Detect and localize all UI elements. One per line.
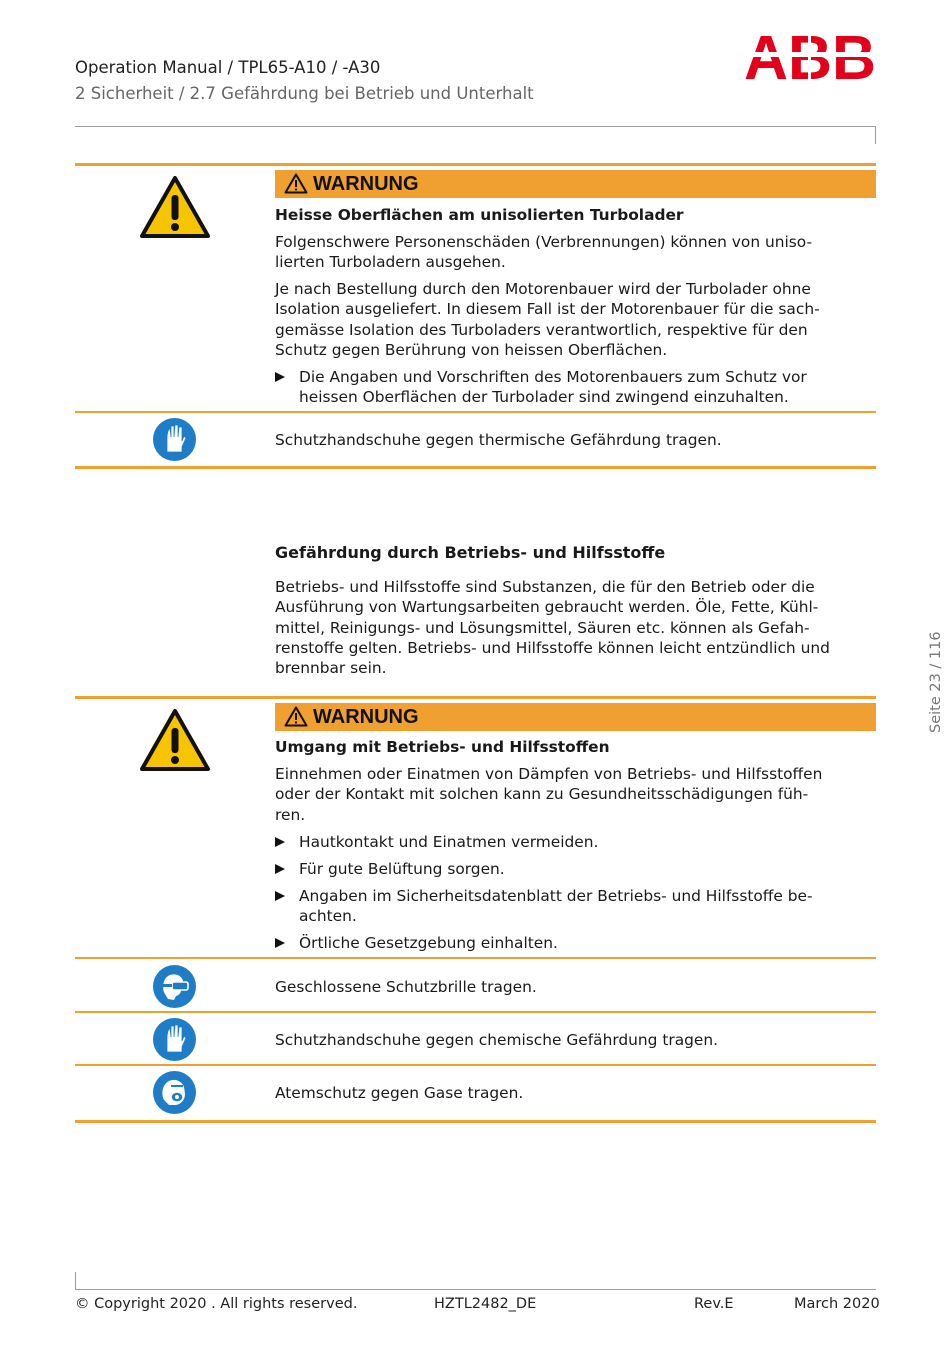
respirator-icon [152, 1070, 197, 1115]
ppe-instruction: Schutzhandschuhe gegen thermische Gefährdung tragen. [275, 431, 722, 449]
breadcrumb: 2 Sicherheit / 2.7 Gefährdung bei Betrieb und Unterhalt [75, 84, 534, 103]
warning-banner [275, 703, 876, 731]
warning-small-icon [284, 706, 308, 727]
header-divider-tick [875, 126, 876, 144]
manual-title: Operation Manual / TPL65-A10 / -A30 [75, 58, 381, 77]
warning-banner [275, 170, 876, 198]
warning-text: Einnehmen oder Einatmen von Dämpfen von Betriebs- und Hilfsstoffen oder der Kontakt mit solchen kann zu Gesundheitsschädigungen füh- ren. [275, 765, 823, 824]
revision: Rev.E [694, 1296, 734, 1312]
divider [75, 411, 876, 413]
safety-goggles-icon [152, 964, 197, 1009]
divider [75, 1064, 876, 1066]
list-item: Angaben im Sicherheitsdatenblatt der Betriebs- und Hilfsstoffe be- achten. [275, 886, 876, 927]
header-divider [75, 126, 876, 127]
warning-bottom-rule [75, 466, 876, 469]
warning-label: WARNUNG [313, 706, 419, 728]
warning-heading: Umgang mit Betriebs- und Hilfsstoffen [275, 738, 610, 756]
ppe-instruction: Geschlossene Schutzbrille tragen. [275, 978, 537, 996]
list-item: Hautkontakt und Einatmen vermeiden. [275, 832, 876, 853]
list-item: Die Angaben und Vorschriften des Motorenbauers zum Schutz vor heissen Oberflächen der Turbolader sind zwingend einzuhalten. [275, 367, 876, 408]
warning-triangle-icon [139, 708, 211, 772]
bullet-arrow-icon [275, 938, 285, 948]
warning-label: WARNUNG [313, 173, 419, 195]
footer-divider [75, 1289, 876, 1290]
list-item: Für gute Belüftung sorgen. [275, 859, 876, 880]
warning-top-rule [75, 696, 876, 699]
divider [75, 957, 876, 959]
warning-heading: Heisse Oberflächen am unisolierten Turbolader [275, 206, 684, 224]
warning-text: Folgenschwere Personenschäden (Verbrennungen) können von uniso- lierten Turboladern ausgehen. [275, 233, 813, 272]
bullet-arrow-icon [275, 372, 285, 382]
copyright: © Copyright 2020 . All rights reserved. [75, 1296, 358, 1312]
ppe-instruction: Schutzhandschuhe gegen chemische Gefährdung tragen. [275, 1031, 719, 1049]
ppe-instruction: Atemschutz gegen Gase tragen. [275, 1084, 524, 1102]
bullet-arrow-icon [275, 864, 285, 874]
abb-logo [744, 30, 876, 80]
protective-gloves-icon [152, 1017, 197, 1062]
document-date: March 2020 [794, 1296, 880, 1312]
section-text: Betriebs- und Hilfsstoffe sind Substanzen, die für den Betrieb oder die Ausführung von Wartungsarbeiten gebraucht werden. Öle, Fette, Kühl- mittel, Reinigungs- und Lösungsmittel, Säuren etc. können als Gefah- renstoffe gelten. Betriebs- und Hilfsstoffe können leicht entzündlich und brennbar sein. [275, 578, 830, 678]
page-number: Seite 23 / 116 [928, 631, 944, 733]
divider [75, 1011, 876, 1013]
warning-bottom-rule [75, 1120, 876, 1123]
warning-text: Je nach Bestellung durch den Motorenbauer wird der Turbolader ohne Isolation ausgeliefert. In diesem Fall ist der Motorenbauer für die sach- gemässe Isolation des Turboladers verantwortlich, respektive für den Schutz gegen Berührung von heissen Oberflächen. [275, 280, 820, 359]
warning-small-icon [284, 173, 308, 194]
warning-top-rule [75, 163, 876, 166]
footer-divider-tick [75, 1272, 76, 1290]
section-heading: Gefährdung durch Betriebs- und Hilfsstoffe [275, 543, 666, 562]
list-item: Örtliche Gesetzgebung einhalten. [275, 933, 876, 954]
protective-gloves-icon [152, 417, 197, 462]
document-id: HZTL2482_DE [434, 1296, 537, 1312]
bullet-arrow-icon [275, 837, 285, 847]
warning-triangle-icon [139, 175, 211, 239]
bullet-arrow-icon [275, 891, 285, 901]
